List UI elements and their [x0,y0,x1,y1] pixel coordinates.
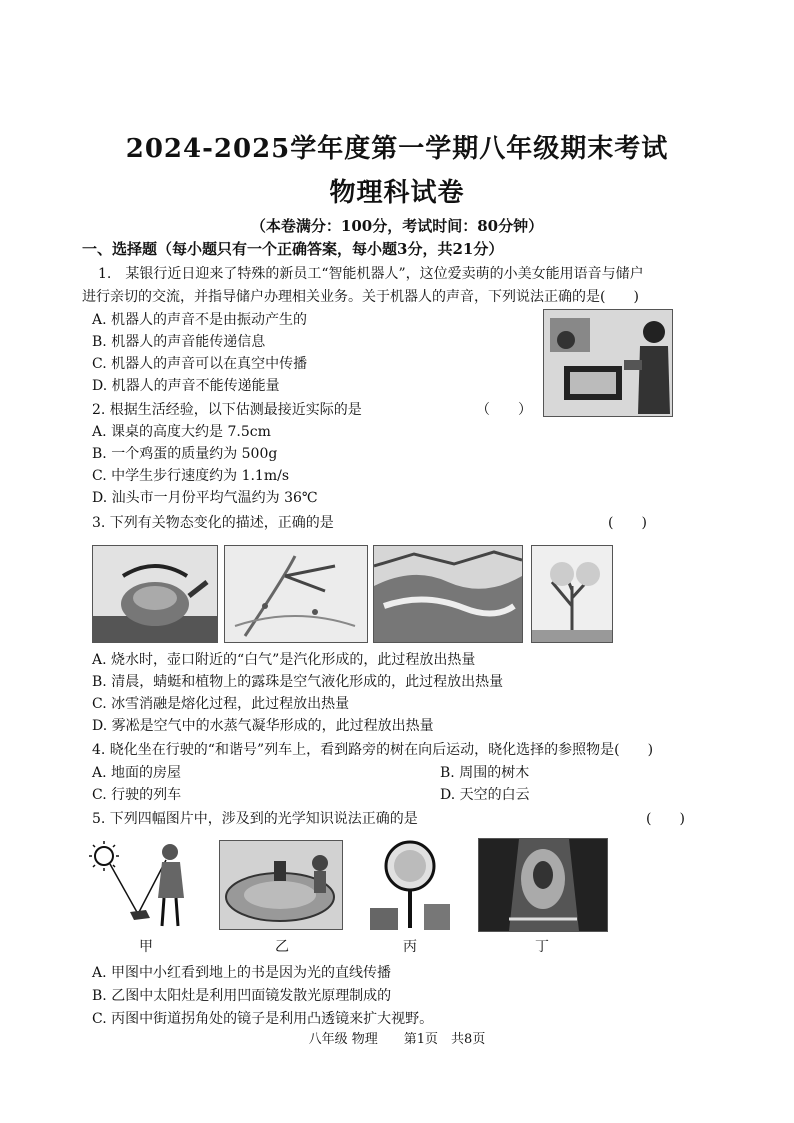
q1-stem-line2: 进行亲切的交流，并指导储户办理相关业务。关于机器人的声音，下列说法正确的是( ) [82,289,639,305]
q5-option-a: A. 甲图中小红看到地上的书是因为光的直线传播 [92,965,392,981]
exam-info: （本卷满分：100分，考试时间：80分钟） [250,217,544,235]
figure-label-yi: 乙 [275,939,289,955]
q4-option-c: C. 行驶的列车 [92,787,182,803]
figure-label-jia: 甲 [139,939,153,955]
q3-answer-paren: ( ) [608,515,647,531]
q4-option-d: D. 天空的白云 [440,787,530,803]
q1-option-a: A. 机器人的声音不是由振动产生的 [92,312,308,328]
kettle-photo [92,545,218,643]
q2-option-d: D. 汕头市一月份平均气温约为 36℃ [92,490,318,506]
q2-answer-paren: （ ） [476,402,532,418]
q1-option-d: D. 机器人的声音不能传递能量 [92,378,280,394]
figure-jia-sun-book [88,838,200,930]
exam-title: 2024-2025学年度第一学期八年级期末考试 [125,134,669,164]
q4-stem: 4. 晓化坐在行驶的“和谐号”列车上，看到路旁的树在向后运动，晓化选择的参照物是( ) [92,742,654,758]
q5-option-b: B. 乙图中太阳灶是利用凹面镜发散光原理制成的 [92,988,392,1004]
robot-photo [543,309,673,417]
q5-option-c: C. 丙图中街道拐角处的镜子是利用凸透镜来扩大视野。 [92,1011,434,1027]
melting-ice-photo [373,545,523,643]
q3-option-a: A. 烧水时，壶口附近的“白气”是汽化形成的，此过程放出热量 [92,652,476,668]
q5-stem: 5. 下列四幅图片中，涉及到的光学知识说法正确的是 [92,811,418,827]
q5-answer-paren: ( ) [646,811,685,827]
q2-stem: 2. 根据生活经验，以下估测最接近实际的是 [92,402,362,418]
q1-option-b: B. 机器人的声音能传递信息 [92,334,266,350]
q4-option-b: B. 周围的树木 [440,765,530,781]
q2-option-c: C. 中学生步行速度约为 1.1m/s [92,468,290,484]
figure-label-bing: 丙 [403,939,417,955]
paper-title: 物理科试卷 [329,178,465,208]
rime-tree-photo [531,545,613,643]
figure-ding-photo [478,838,608,932]
page-footer: 八年级 物理 第1页 共8页 [308,1032,486,1047]
section-heading: 一、选择题（每小题只有一个正确答案，每小题3分，共21分） [82,240,504,258]
q3-option-c: C. 冰雪消融是熔化过程，此过程放出热量 [92,696,350,712]
figure-yi-solar-cooker [219,840,343,930]
figure-bing-corner-mirror [370,838,450,930]
q4-option-a: A. 地面的房屋 [92,765,182,781]
q3-stem: 3. 下列有关物态变化的描述，正确的是 [92,515,334,531]
dew-dragonfly-photo [224,545,368,643]
q2-option-b: B. 一个鸡蛋的质量约为 500g [92,446,278,462]
q2-option-a: A. 课桌的高度大约是 7.5cm [92,424,271,440]
q1-stem-line1: 1. 某银行近日迎来了特殊的新员工“智能机器人”，这位爱卖萌的小美女能用语音与储户 [98,266,644,282]
q3-option-b: B. 清晨，蜻蜓和植物上的露珠是空气液化形成的，此过程放出热量 [92,674,504,690]
q3-option-d: D. 雾凇是空气中的水蒸气凝华形成的，此过程放出热量 [92,718,434,734]
figure-label-ding: 丁 [535,939,549,955]
q1-option-c: C. 机器人的声音可以在真空中传播 [92,356,308,372]
